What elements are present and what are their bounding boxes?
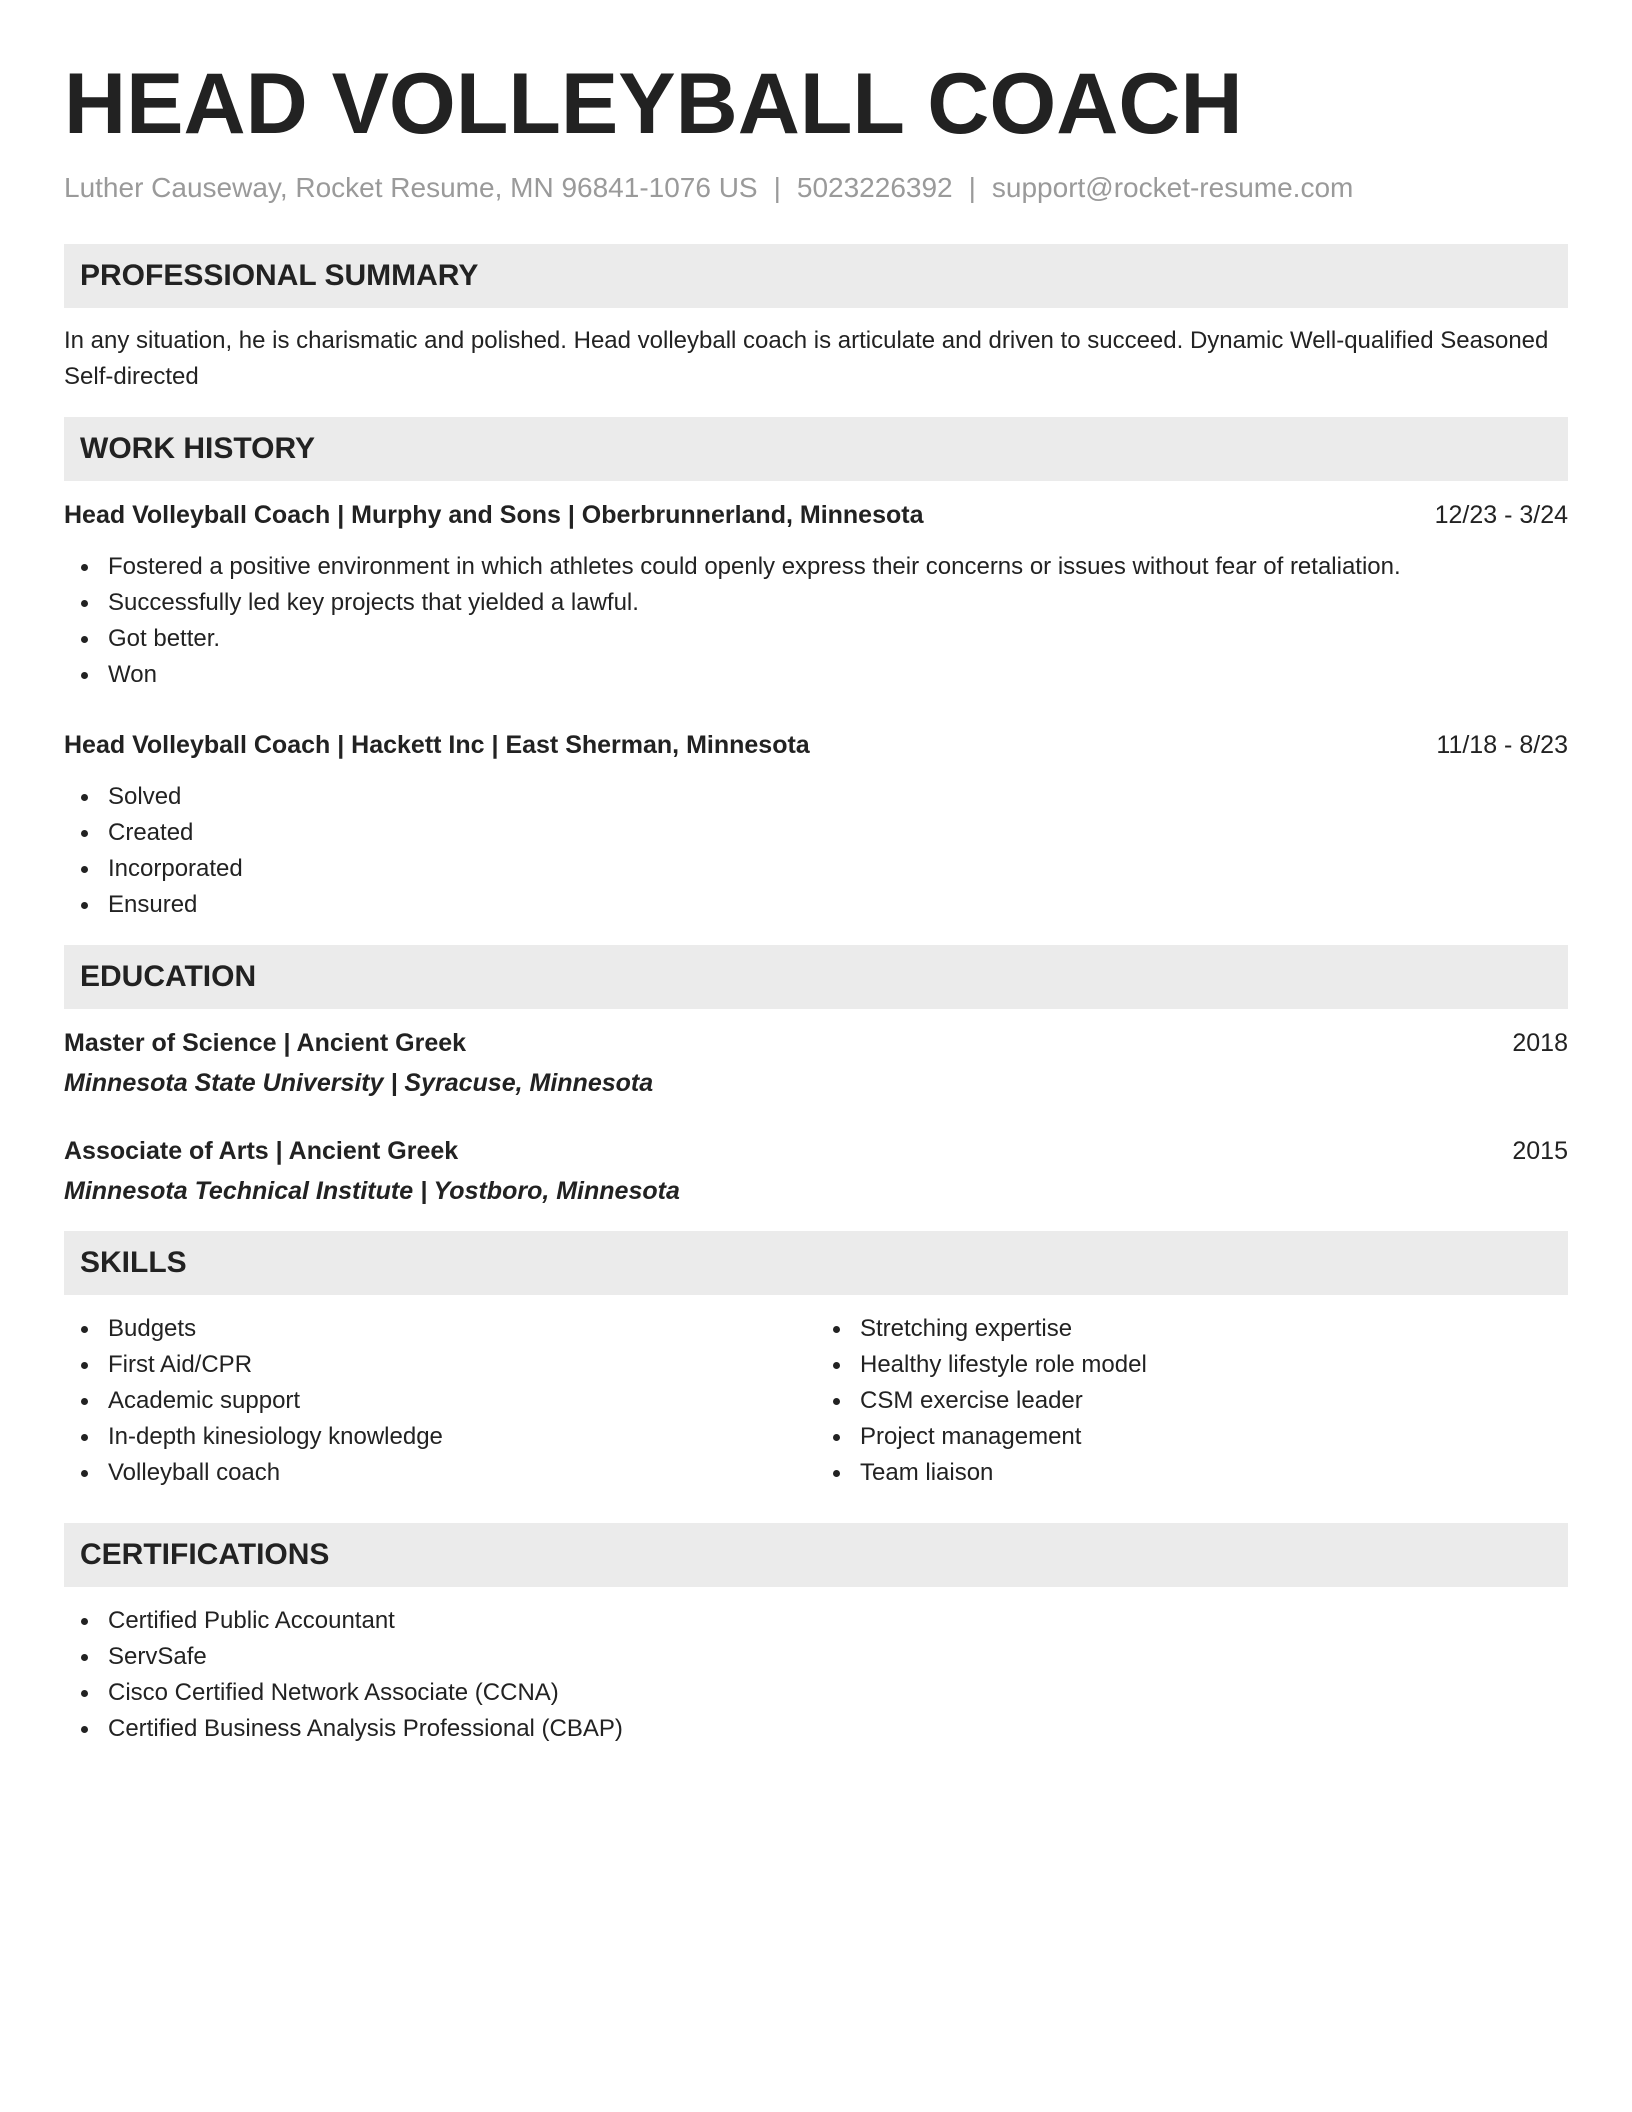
education-year: 2015 — [1512, 1137, 1568, 1165]
list-item: Cisco Certified Network Associate (CCNA) — [108, 1675, 1568, 1711]
list-item: CSM exercise leader — [860, 1383, 1568, 1419]
list-item: Solved — [108, 779, 1568, 815]
list-item: ServSafe — [108, 1639, 1568, 1675]
job-header — [64, 727, 1568, 763]
list-item: Fostered a positive environment in which athletes could openly express their concerns or issues without fear of retaliation. — [108, 549, 1568, 585]
list-item: Ensured — [108, 887, 1568, 923]
education-header — [64, 1025, 1568, 1061]
job-bullets — [64, 779, 1568, 923]
job-bullets — [64, 549, 1568, 693]
education-entry — [64, 1025, 1568, 1101]
education-entry — [64, 1133, 1568, 1209]
job-entry — [64, 727, 1568, 923]
list-item: Got better. — [108, 621, 1568, 657]
skills-grid — [64, 1311, 1568, 1491]
contact-line — [64, 170, 1568, 206]
list-item: Volleyball coach — [108, 1455, 816, 1491]
education-school: Minnesota State University | Syracuse, Minnesota — [64, 1069, 654, 1097]
list-item: Budgets — [108, 1311, 816, 1347]
list-item: In-depth kinesiology knowledge — [108, 1419, 816, 1455]
education-school: Minnesota Technical Institute | Yostboro, Minnesota — [64, 1177, 680, 1205]
list-item: Project management — [860, 1419, 1568, 1455]
section-heading-education: EDUCATION — [64, 945, 1568, 1009]
skills-column-left — [64, 1311, 816, 1491]
section-heading-work: WORK HISTORY — [64, 417, 1568, 481]
job-title: Head Volleyball Coach | Hackett Inc | East Sherman, Minnesota — [64, 731, 810, 759]
job-entry — [64, 497, 1568, 693]
section-heading-certifications: CERTIFICATIONS — [64, 1523, 1568, 1587]
list-item: Healthy lifestyle role model — [860, 1347, 1568, 1383]
job-header — [64, 497, 1568, 533]
list-item: Certified Business Analysis Professional (CBAP) — [108, 1711, 1568, 1747]
education-year: 2018 — [1512, 1029, 1568, 1057]
job-dates: 11/18 - 8/23 — [1436, 731, 1568, 759]
summary-text: In any situation, he is charismatic and polished. Head volleyball coach is articulate and driven to succeed. Dynamic Well-qualified Seasoned Self-directed — [64, 327, 1549, 390]
contact-email: support@rocket-resume.com — [991, 172, 1354, 203]
certifications-list — [64, 1603, 1568, 1747]
contact-separator: | — [773, 172, 781, 203]
list-item: Team liaison — [860, 1455, 1568, 1491]
job-title: Head Volleyball Coach | Murphy and Sons | Oberbrunnerland, Minnesota — [64, 501, 924, 529]
education-degree: Associate of Arts | Ancient Greek — [64, 1137, 459, 1165]
contact-phone: 5023226392 — [796, 172, 953, 203]
list-item: Incorporated — [108, 851, 1568, 887]
list-item: Successfully led key projects that yielded a lawful. — [108, 585, 1568, 621]
contact-separator: | — [968, 172, 976, 203]
list-item: Certified Public Accountant — [108, 1603, 1568, 1639]
list-item: Stretching expertise — [860, 1311, 1568, 1347]
contact-address: Luther Causeway, Rocket Resume, MN 96841-1076 US — [64, 172, 758, 203]
skills-column-right — [816, 1311, 1568, 1491]
education-header — [64, 1133, 1568, 1169]
list-item: Won — [108, 657, 1568, 693]
section-heading-summary: PROFESSIONAL SUMMARY — [64, 244, 1568, 308]
job-dates: 12/23 - 3/24 — [1434, 501, 1568, 529]
section-heading-skills: SKILLS — [64, 1231, 1568, 1295]
resume-title: HEAD VOLLEYBALL COACH — [64, 56, 1243, 152]
list-item: Academic support — [108, 1383, 816, 1419]
education-degree: Master of Science | Ancient Greek — [64, 1029, 467, 1057]
list-item: Created — [108, 815, 1568, 851]
list-item: First Aid/CPR — [108, 1347, 816, 1383]
